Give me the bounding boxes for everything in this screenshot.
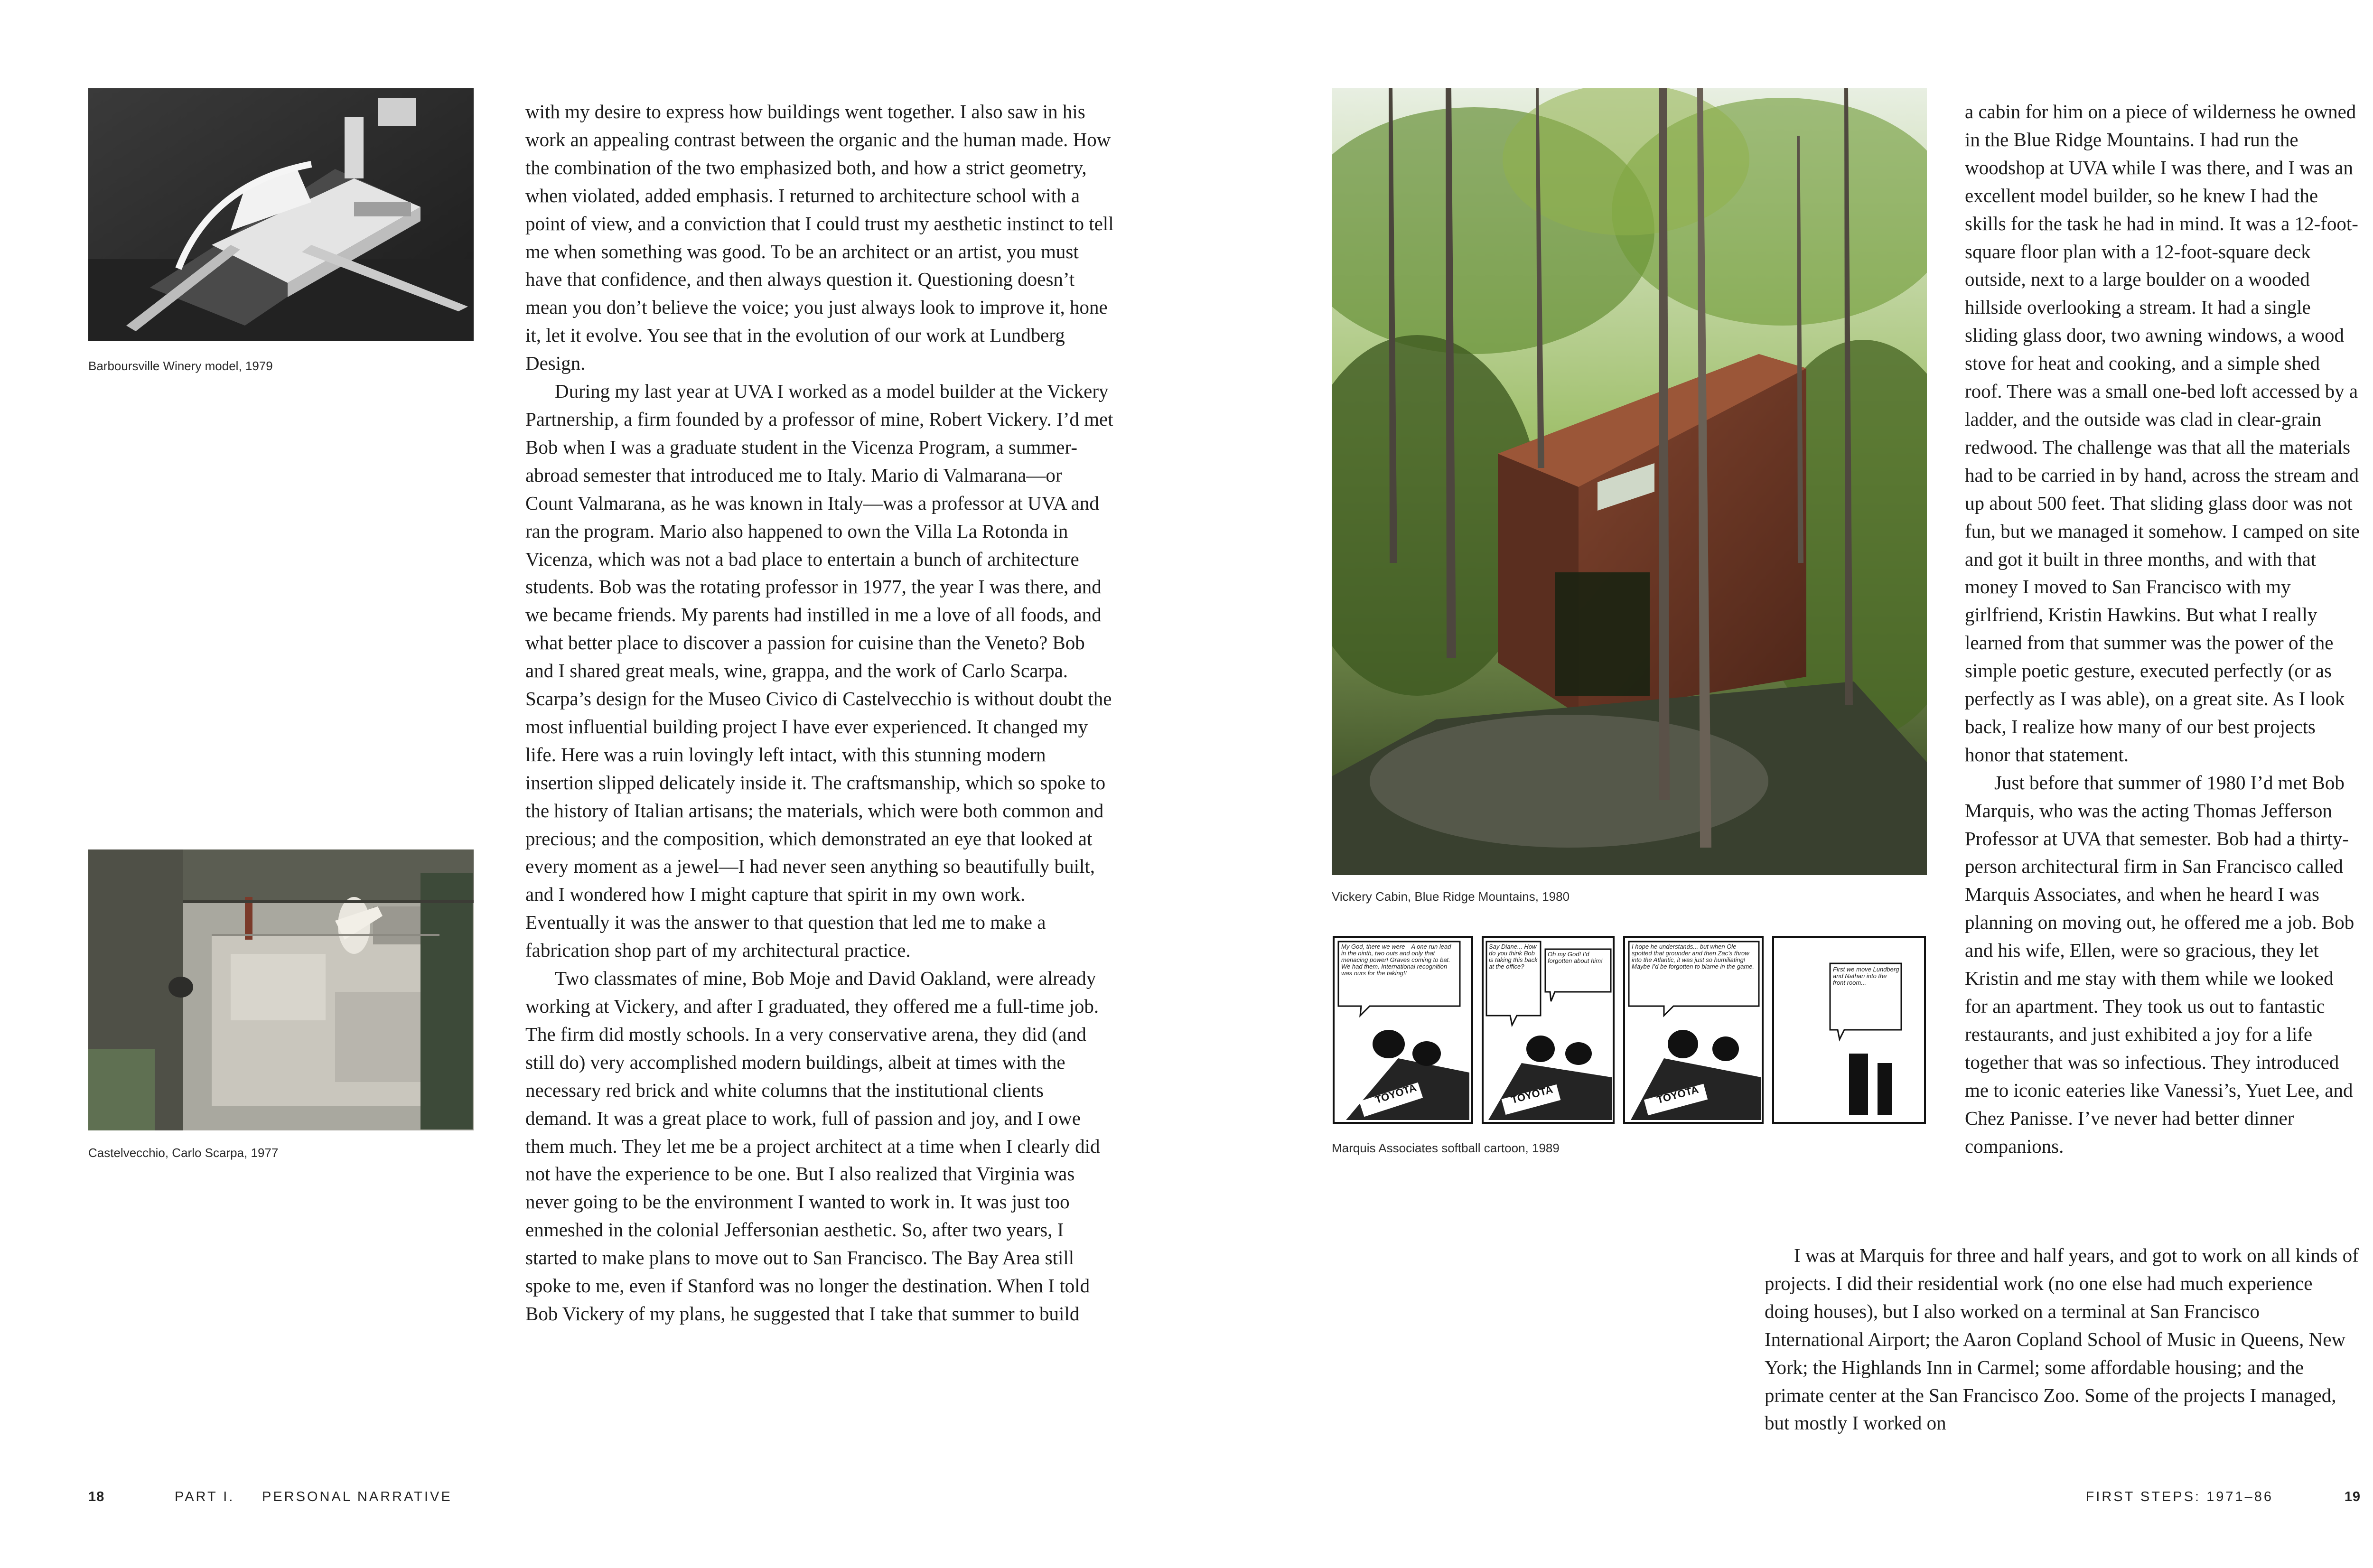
- folio-left-section: PERSONAL NARRATIVE: [262, 1489, 452, 1504]
- winery-model-photo: [88, 88, 474, 341]
- page-number: 19: [2344, 1489, 2361, 1504]
- paragraph: with my desire to express how buildings went together. I also saw in his work an appealing contrast between the organic and the human made. How the combination of the two emphasized both, and how a strict geometry, when violated, added emphasis. I returned to architecture school with a point of view, and a conviction that I could trust my aesthetic instinct to tell me when something was good. To be an architect or an artist, you must have that confidence, and then always question it. Questioning doesn’t mean you don’t believe the voice; you just always look to improve it, hone it, let it evolve. You see that in the evolution of our work at Lundberg Design.: [525, 101, 1114, 374]
- cartoon-sign-2: TOYOTA: [1510, 1083, 1554, 1106]
- cartoon-bubble-1: My God, there we were—A one run lead in the ninth, two outs and only that menacing power! Graves coming to bat. We had them. International recognition was ours for the taking!!: [1341, 943, 1451, 977]
- paragraph: I was at Marquis for three and half years, and got to work on all kinds of projects. I did their residential work (no one else had much experience doing houses), but I also worked on a terminal at San Francisco International Airport; the Aaron Copland School of Music in Queens, New York; the Highlands Inn in Carmel; some affordable housing; and the primate center at the San Francisco Zoo. Some of the projects I managed, but mostly I worked on: [1765, 1244, 2359, 1434]
- paragraph: a cabin for him on a piece of wilderness he owned in the Blue Ridge Mountains. I had run the woodshop at UVA while I was there, and I was an excellent model builder, so he knew I had the skills for the task he had in mind. It was a 12-foot-square floor plan with a 12-foot-square deck outside, next to a large boulder on a wooded hillside overlooking a stream. It had a single sliding glass door, two awning windows, a wood stove for heat and cooking, and a simple shed roof. There was a small one-bed loft accessed by a ladder, and the outside was clad in clear-grain redwood. The challenge was that all the materials had to be carried in by hand, across the stream and up about 500 feet. That sliding glass door was not fun, but we managed it somehow. I camped on site and got it built in three months, and with that money I moved to San Francisco with my girlfriend, Kristin Hawkins. But what I really learned from that summer was the power of the simple poetic gesture, executed perfectly (or as perfectly as I was able), on a great site. As I look back, I realize how many of our best projects honor that statement.: [1965, 101, 2360, 765]
- paragraph: Two classmates of mine, Bob Moje and David Oakland, were already working at Vickery, and after I graduated, they offered me a full-time job. The firm did mostly schools. In a very conservative arena, they did (and still do) very accomplished modern buildings, albeit at times with the necessary red brick and white columns that the institutional clients demand. It was a great place to work, full of passion and joy, and I owe them much. They let me be a project architect at a time when I clearly did not have the experience to be one. But I also realized that Virginia was never going to be the environment I wanted to work in. It was just too enmeshed in the colonial Jeffersonian aesthetic. So, after two years, I started to make plans to move out to San Francisco. The Bay Area still spoke to me, even if Stanford was no longer the destination. When I told Bob Vickery of my plans, he suggested that I take that summer to build: [525, 967, 1100, 1325]
- left-body-text: [525, 98, 1114, 1328]
- vickery-cabin-photo: [1332, 88, 1927, 875]
- right-body-column: [1965, 98, 2361, 1160]
- winery-model-illustration: [88, 88, 474, 341]
- paragraph: During my last year at UVA I worked as a model builder at the Vickery Partnership, a firm founded by a professor of mine, Robert Vickery. I’d met Bob when I was a graduate student in the Vicenza Program, a summer-abroad semester that introduced me to Italy. Mario di Valmarana—or Count Valmarana, as he was known in Italy—was a professor at UVA and ran the program. Mario also happened to own the Villa La Rotonda in Vicenza, which was not a bad place to entertain a bunch of architecture students. Bob was the rotating professor in 1977, the year I was there, and we became friends. My parents had instilled in me a love of all foods, and what better place to discover a passion for cuisine than the Veneto? Bob and I shared great meals, wine, grappa, and the work of Carlo Scarpa. Scarpa’s design for the Museo Civico di Castelvecchio is without doubt the most influential building project I have ever experienced. It changed my life. Here was a ruin lovingly left intact, with this stunning modern insertion slipped delicately inside it. The craftsmanship, which so spoke to the history of Italian artisans; the materials, which were both common and precious; and the composition, which demonstrated an eye that looked at every moment as a jewel—I had never seen anything so beautifully built, and I wondered how I might capture that spirit in my own work. Eventually it was the answer to that question that led me to make a fabrication shop part of my architectural practice.: [525, 380, 1113, 961]
- folio-left-part: PART I.: [175, 1489, 235, 1504]
- folio-right-section: FIRST STEPS: 1971–86: [2085, 1489, 2273, 1504]
- paragraph: Just before that summer of 1980 I’d met Bob Marquis, who was the acting Thomas Jefferson Professor at UVA that semester. Bob had a thirty-person architectural firm in San Francisco called Marquis Associates, and when he heard I was planning on moving out, he offered me a job. Bob and his wife, Ellen, were so gracious, they let Kristin and me stay with them while we looked for an apartment. They took us out to fantastic restaurants, and just exhibited a joy for a life together that was so infectious. They introduced me to iconic eateries like Vanessi’s, Yuet Lee, and Chez Panisse. I’ve never had better dinner companions.: [1965, 771, 2354, 1157]
- cabin-illustration: [1332, 88, 1927, 875]
- folio-right-number: [2345, 1489, 2361, 1505]
- cabin-caption: Vickery Cabin, Blue Ridge Mountains, 1980: [1332, 889, 1570, 904]
- cartoon-bubble-5: First we move Lundberg and Nathan into the front room...: [1833, 966, 1899, 986]
- cartoon-sign-3: TOYOTA: [1655, 1083, 1700, 1106]
- castelvecchio-illustration: [88, 849, 474, 1130]
- page-number: 18: [88, 1489, 105, 1504]
- cartoon-sign-1: TOYOTA: [1373, 1081, 1418, 1106]
- right-body-wide: [1765, 1241, 2361, 1437]
- castelvecchio-caption: Castelvecchio, Carlo Scarpa, 1977: [88, 1146, 279, 1160]
- folio-left-number: [88, 1489, 104, 1505]
- winery-caption: Barboursville Winery model, 1979: [88, 359, 273, 373]
- cartoon-caption: Marquis Associates softball cartoon, 1989: [1332, 1141, 1560, 1155]
- cartoon-bubble-3: Oh my God! I’d forgotten about him!: [1548, 951, 1603, 964]
- castelvecchio-photo: [88, 849, 474, 1130]
- softball-cartoon: [1332, 935, 1927, 1125]
- cartoon-bubble-4: I hope he understands... but when Ole spotted that grounder and then Zac’s throw into the Atlantic, it was just so humiliating! Maybe I’d be forgotten to blame in the game.: [1632, 943, 1754, 970]
- cartoon-bubble-2: Say Diane... How do you think Bob is taking this back at the office?: [1489, 943, 1538, 970]
